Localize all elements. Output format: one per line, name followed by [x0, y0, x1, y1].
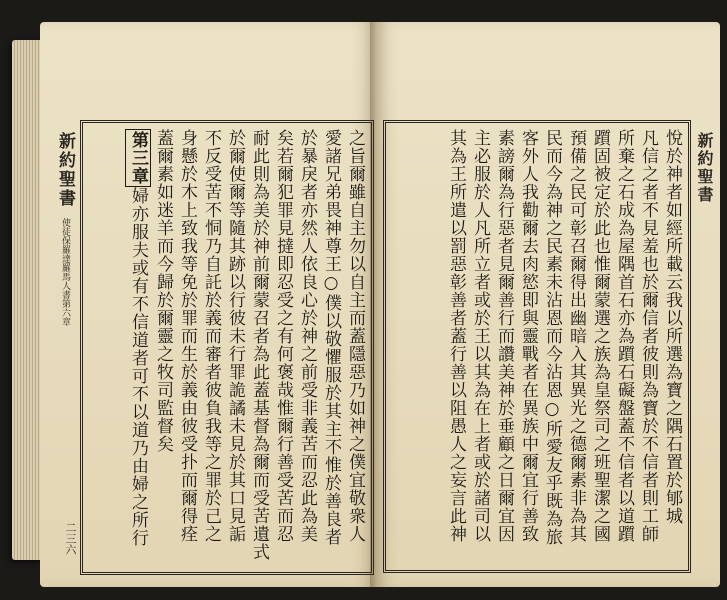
- text-column: 其為王所遣以罰惡彰善者蓋行善以阻愚人之妄言此神: [446, 129, 466, 543]
- text-column: 第三章婦亦服夫或有不信道者可不以道乃由婦之所行: [125, 129, 151, 566]
- left-margin-subtitle: 使徒保羅達羅馬人書第六章: [60, 217, 70, 326]
- text-column: 預備之民可彰召爾得出幽暗入其異光之德爾素非為其: [566, 129, 586, 543]
- text-column: 悅於神者如經所載云我以所選為寶之隅石置於郇城: [662, 129, 682, 525]
- text-column: 不反受苦不恫乃自託於義而審者彼負我等之罪於己之: [201, 129, 221, 543]
- right-margin-title: 新約聖書: [695, 132, 714, 204]
- text-column: 於爾使爾等隨其跡以行彼未行罪詭譎未見於其口見詬: [225, 129, 245, 543]
- text-column: 躓固被定於此也惟爾蒙選之族為皇祭司之班聖潔之國: [590, 129, 610, 543]
- text-column: 身懸於木上致我等免於罪而生於義由彼受扑而爾得痊: [177, 129, 197, 543]
- left-margin-title: 新約聖書: [55, 132, 75, 208]
- text-column: 素謗爾為行惡者見爾善行而讚美神於垂顧之日爾宜因: [494, 129, 514, 543]
- chapter-heading: 第三章: [125, 129, 151, 187]
- text-column: 耐此則為美於神前爾蒙召者為此蓋基督為爾而受苦遺式: [249, 129, 269, 561]
- text-column: 主必服於人凡所立者或於王以其為在上者或於諸司以: [470, 129, 490, 543]
- text-column: 之旨爾雖自主勿以自主而蓋隱惡乃如神之僕宜敬衆人: [345, 129, 365, 543]
- text-column: 民而今為神之民素未沾恩而今沾恩○所愛友乎既為旅: [542, 129, 562, 546]
- left-page: [40, 22, 375, 587]
- right-page: [375, 22, 720, 587]
- text-column: 矣若爾犯罪見撻即忍受之有何褒哉惟爾行善受苦而忍: [273, 129, 293, 543]
- text-column: 蓋爾素如迷羊而今歸於爾靈之牧司監督矣: [153, 129, 173, 453]
- right-text-frame: [383, 120, 691, 573]
- left-page-number: 二三六: [64, 522, 77, 555]
- text-column: 客外人我勸爾去肉慾即與靈戰者在異族中爾宜行善致: [518, 129, 538, 543]
- right-text-body: [390, 129, 684, 564]
- left-margin-header: [48, 132, 78, 572]
- text-column: 於暴戾者亦然人依良心於神之前受非義苦而忍此為美: [297, 129, 317, 543]
- left-text-body: [87, 129, 367, 566]
- text-column: 愛諸兄弟畏神尊王○僕以敬懼服於其主不惟於善良者: [321, 129, 341, 546]
- text-column: 所棄之石成為屋隅首石亦為躓石礙盤蓋不信者以道躓: [614, 129, 634, 543]
- text-column: 凡信之者不見羞也於爾信者彼則為寶於不信者則工師: [638, 129, 658, 543]
- left-text-frame: [80, 120, 374, 575]
- book-gutter: [370, 22, 380, 587]
